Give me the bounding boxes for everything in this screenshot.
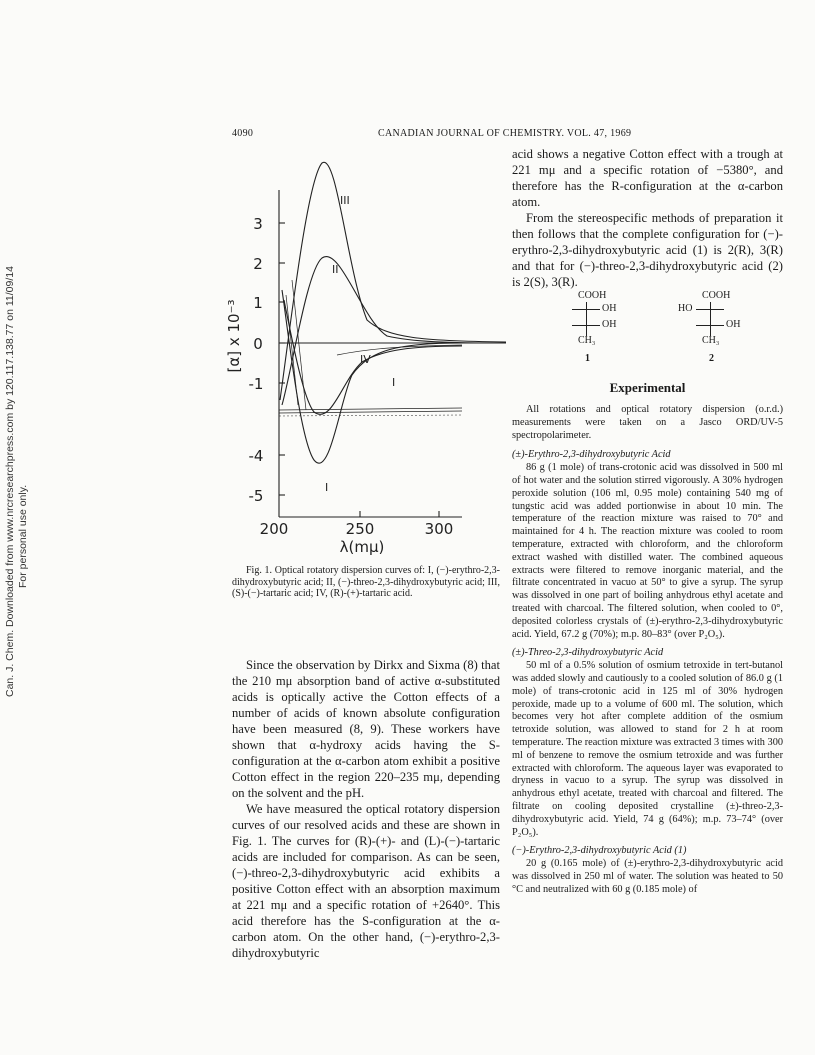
baseline-band (279, 408, 462, 410)
structure-1 (572, 290, 632, 365)
paragraph: 86 g (1 mole) of trans-crotonic acid was dissolved in 500 ml of hot water and the solution stirred vigorously. A 30% hydrogen peroxide solution (106 ml, 0.95 mole) containing 540 mg of tungstic acid was added portionwise in about 10 min. The temperature of the reaction mixture was raised to 70° and maintained for 4 h. The reaction mixture was cooled to room temperature, extracted with chloroform, and the chloroform extract washed with distilled water. The combined aqueous extracts were filtered to remove inorganic material, and the filtrate concentrated in vacuo at 50° to give a syrup. The syrup was dissolved in one part of boiling anhydrous ethyl acetate and treated with charcoal. The filtered solution, when cooled to 0°, deposited colorless crystals of (±)-erythro-2,3-dihydroxybutyric acid. Yield, 67.2 g (70%); m.p. 80–83° (over P₂O₅). (512, 462, 783, 640)
experimental-section (512, 380, 783, 896)
curve-label-I-upper: I (392, 376, 396, 389)
structure-number: 2 (709, 353, 714, 364)
section-heading: Experimental (609, 380, 686, 395)
paragraph: We have measured the optical rotatory dispersion curves of our resolved acids and these are shown in Fig. 1. The curves for (R)-(+)- and (L)-(−)-tartaric acids are included for comparison. As can be seen, (−)-threo-2,3-dihydroxybutyric acid exhibits a positive Cotton effect with an absorption maximum at 221 mμ and a specific rotation of +2640°. This acid therefore has the S-configuration at the α-carbon atom. On the other hand, (−)-erythro-2,3-dihydroxybutyric (232, 802, 500, 960)
y-tick-label: -4 (248, 447, 264, 465)
structure-group: OH (602, 319, 617, 330)
curve-label-III: III (340, 194, 350, 207)
download-notice: Can. J. Chem. Downloaded from www.nrcresearchpress.com by 120.117.138.77 on 11/09/14 (4, 266, 16, 697)
structure-bottom: CH₃ (702, 335, 720, 346)
figure-caption (232, 565, 500, 600)
x-tick-label: 300 (424, 520, 454, 538)
caption-prefix: Fig. 1. (246, 565, 273, 576)
curve-IV (284, 300, 462, 414)
structure-bottom: CH₃ (578, 335, 596, 346)
subsection-heading: (±)-Threo-2,3-dihydroxybutyric Acid (512, 647, 664, 659)
structure-group: HO (678, 303, 693, 314)
caption-text: Optical rotatory dispersion curves of: I, (−)-erythro-2,3-dihydroxybutyric acid; II, (−)-threo-2,3-dihydroxybutyric acid; III, (S)-(−)-tartaric acid; IV, (R)-(+)-tartaric acid. (232, 565, 500, 600)
paragraph: 20 g (0.165 mole) of (±)-erythro-2,3-dihydroxybutyric acid was dissolved in 250 ml of water. The solution was heated to 50 °C and neutralized with 60 g (0.185 mole) of (512, 858, 783, 895)
structure-top: COOH (702, 290, 731, 301)
structure-number: 1 (585, 353, 590, 364)
right-column-top (512, 146, 783, 290)
paragraph: acid shows a negative Cotton effect with a trough at 221 mμ and a specific rotation of −5380°, and therefore has the R-configuration at the α-carbon atom. (512, 147, 783, 209)
curve-label-I-lower: I (325, 481, 329, 494)
curve-III (280, 162, 506, 400)
journal-title: CANADIAN JOURNAL OF CHEMISTRY. VOL. 47, 1969 (378, 128, 632, 139)
x-tick-label: 250 (345, 520, 375, 538)
page-number: 4090 (232, 128, 254, 139)
personal-use-notice: For personal use only. (17, 484, 29, 588)
paragraph: All rotations and optical rotatory dispersion (o.r.d.) measurements were taken on a Jasco ORD/UV-5 spectropolarimeter. (512, 404, 783, 441)
curve-I (282, 290, 462, 463)
curve-label-II: II (332, 263, 339, 276)
structure-top: COOH (578, 290, 607, 301)
subsection-heading: (−)-Erythro-2,3-dihydroxybutyric Acid (1) (512, 845, 687, 857)
y-tick-label: 2 (253, 255, 263, 273)
x-tick-label: 200 (259, 520, 289, 538)
structure-group: OH (726, 319, 741, 330)
ord-figure (222, 150, 507, 560)
x-axis-label: λ(mμ) (339, 538, 385, 556)
y-axis-label: [α] x 10⁻³ (225, 299, 243, 373)
left-column-body (232, 657, 500, 961)
y-tick-label: 1 (253, 294, 263, 312)
y-tick-label: -5 (248, 487, 264, 505)
subsection-heading: (±)-Erythro-2,3-dihydroxybutyric Acid (512, 449, 671, 461)
y-tick-label: 3 (253, 215, 263, 233)
y-tick-label: 0 (253, 335, 263, 353)
paragraph: 50 ml of a 0.5% solution of osmium tetroxide in tert-butanol was added slowly and cautiously to a cooled solution of 86.0 g (1 mole) of trans-crotonic acid in 125 ml of 30% hydrogen peroxide, made up to a volume of 600 ml. The solution, which becomes very hot after complete addition of the osmium tetroxide solution, was allowed to stand for 2 h at room temperature. The reaction mixture was extracted 3 times with 300 ml of benzene to remove the osmium tetroxide and was further extracted with chloroform. The aqueous layer was evaporated to dryness in vacuo to a syrup. The syrup was dissolved in anhydrous ethyl acetate, treated with charcoal and filtered. The filtrate on cooling deposited crystalline (±)-threo-2,3-dihydroxybutyric acid. Yield, 74 g (64%); m.p. 73–74° (over P₂O₅). (512, 660, 783, 838)
structure-2 (676, 290, 746, 365)
y-tick-label: -1 (248, 375, 264, 393)
structure-group: OH (602, 303, 617, 314)
paragraph: From the stereospecific methods of preparation it then follows that the complete configuration for (−)-erythro-2,3-dihydroxybutyric acid (1) is 2(R), 3(R) and that for (−)-threo-2,3-dihydroxybutyric acid (2) is 2(S), 3(R). (512, 211, 783, 289)
paragraph: Since the observation by Dirkx and Sixma (8) that the 210 mμ absorption band of active α-substituted acids is optically active the Cotton effects of a number of acids of known absolute configuration have been measured (8, 9). These workers have shown that α-hydroxy acids having the S-configuration at the α-carbon atom exhibit a positive Cotton effect in the region 220–235 mμ, depending on the solvent and the pH. (232, 658, 500, 800)
curve-label-IV: IV (360, 353, 371, 366)
